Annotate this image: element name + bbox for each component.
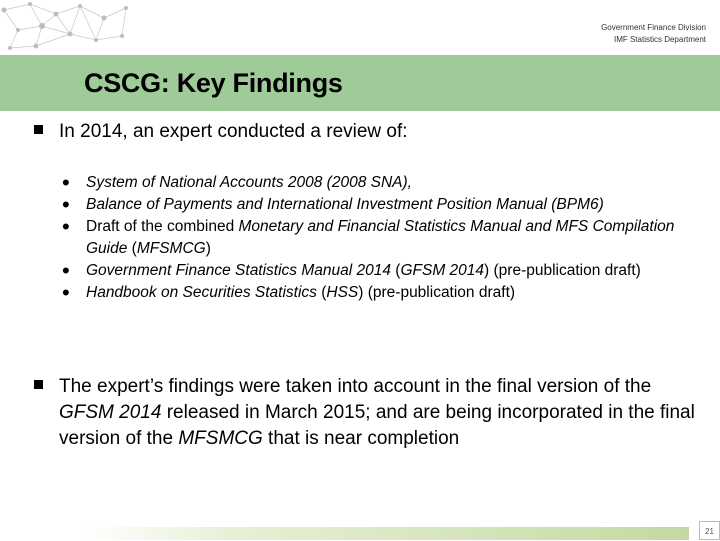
list-item-text xyxy=(86,196,604,213)
list-item xyxy=(62,216,682,260)
slide-title: CSCG: Key Findings xyxy=(84,68,343,98)
italic-text-run: GFSM 2014 xyxy=(400,262,485,279)
text-run: ( xyxy=(391,262,401,279)
header-org-line2: IMF Statistics Department xyxy=(613,35,706,44)
italic-text-run: HSS xyxy=(326,284,359,301)
page-number: 21 xyxy=(699,521,720,540)
text-run: that is near completion xyxy=(262,428,460,449)
text-run: ( xyxy=(127,240,137,257)
square-bullet-icon xyxy=(34,380,43,389)
text-run: The expert’s findings were taken into account in the final version of the xyxy=(59,376,652,397)
bullet-dot-icon: • xyxy=(62,170,70,195)
text-run: ( xyxy=(316,284,327,301)
italic-text-run: Handbook on Securities Statistics xyxy=(86,284,317,301)
bullet-dot-icon: • xyxy=(62,214,70,239)
italic-text-run: System of National Accounts 2008 (2008 SNA), xyxy=(86,174,412,191)
bullet-dot-icon: • xyxy=(62,280,70,305)
square-bullet-icon xyxy=(34,125,43,134)
text-run: released in March 2015; and are being incorporated in the final version of the xyxy=(59,402,695,449)
bullet1-text: In 2014, an expert conducted a review of: xyxy=(59,121,408,142)
network-graphic-logo xyxy=(0,0,150,55)
italic-text-run: Balance of Payments and International Investment Position Manual (BPM6) xyxy=(86,196,604,213)
list-item-text xyxy=(86,262,641,279)
review-documents-list xyxy=(62,172,682,304)
text-run: ) (pre-publication draft) xyxy=(358,284,516,301)
bullet-dot-icon: • xyxy=(62,258,70,283)
list-item xyxy=(62,282,682,304)
italic-text-run: Government Finance Statistics Manual 2014 xyxy=(86,262,391,279)
list-item-text xyxy=(86,218,674,257)
footer-gradient-bar xyxy=(82,527,689,540)
text-run: Draft of the combined xyxy=(86,218,239,235)
bullet-dot-icon: • xyxy=(62,192,70,217)
header-organization xyxy=(601,22,706,46)
list-item-text xyxy=(86,174,412,191)
italic-text-run: MFSMCG xyxy=(136,240,206,257)
list-item xyxy=(62,194,682,216)
list-item-text xyxy=(86,284,515,301)
italic-text-run: GFSM 2014 xyxy=(59,402,162,423)
text-run: ) xyxy=(205,240,211,257)
list-item xyxy=(62,260,682,282)
list-item xyxy=(62,172,682,194)
italic-text-run: Monetary and Financial Statistics Manual and MFS Compilation Guide xyxy=(86,218,675,257)
italic-text-run: MFSMCG xyxy=(178,428,263,449)
bullet2-text xyxy=(59,374,699,452)
text-run: ) (pre-publication draft) xyxy=(484,262,641,279)
header-org-line1: Government Finance Division xyxy=(601,23,706,32)
